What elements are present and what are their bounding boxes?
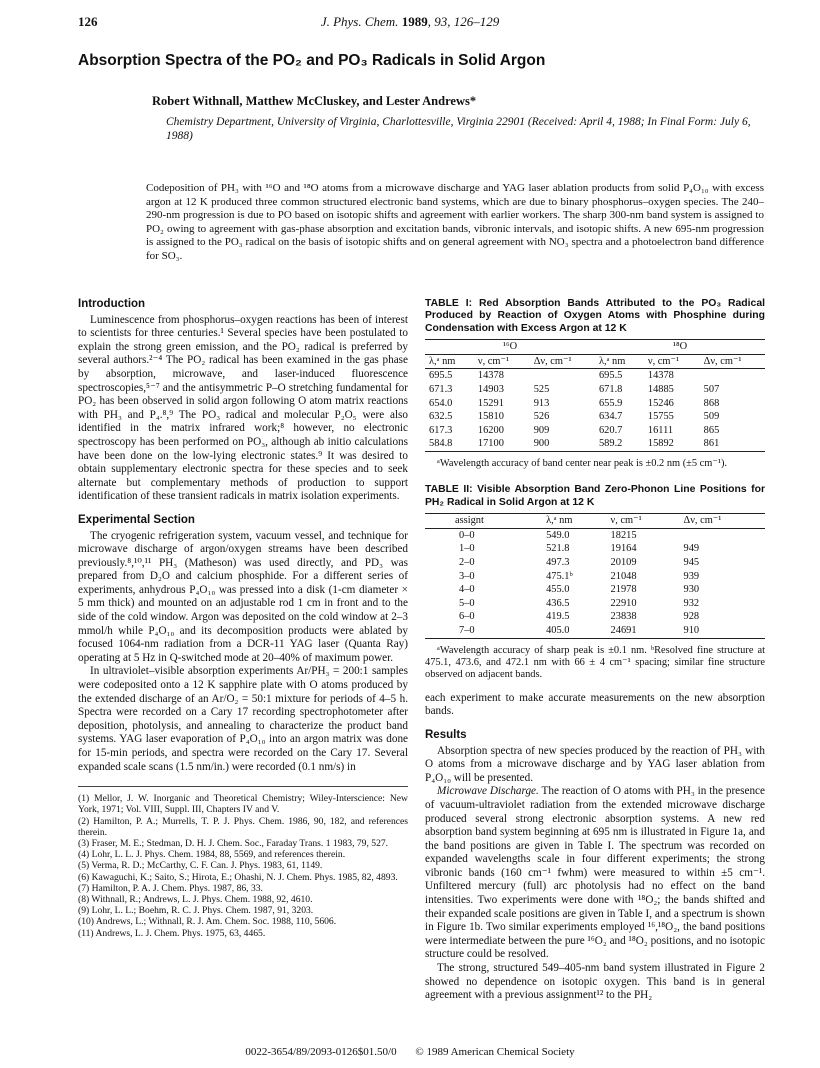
table1-note: ᵃWavelength accuracy of band center near peak is ±0.2 nm (±5 cm⁻¹). <box>437 457 728 469</box>
table2-cell: 21978 <box>610 584 637 596</box>
table2-cell: 1–0 <box>459 543 475 555</box>
table1-row <box>425 424 765 438</box>
table1-header: Δν, cm⁻¹ <box>703 355 742 367</box>
table2-header: λ,ᵃ nm <box>546 515 573 527</box>
reference-item: (7) Hamilton, P. A. J. Chem. Phys. 1987, 86, 33. <box>78 882 263 894</box>
table2-cell <box>680 528 765 542</box>
table1-row <box>425 397 765 411</box>
reference-item: (11) Andrews, L. J. Chem. Phys. 1975, 63, 4465. <box>78 927 266 939</box>
table1-cell: 584.8 <box>429 438 453 450</box>
right-continuation: each experiment to make accurate measurements on the new absorption bands. <box>425 691 765 718</box>
table2-row <box>425 528 765 542</box>
table1-cell: 617.3 <box>429 424 453 436</box>
table2-cell: 5–0 <box>459 597 475 609</box>
table2-cell: 18215 <box>610 529 637 541</box>
footer-code: 0022-3654/89/2093-0126$01.50/0 <box>245 1046 397 1058</box>
table2-note: ᵃWavelength accuracy of sharp peak is ±0.1 nm. ᵇResolved fine structure at 475.1, 473.6, and 472.1 nm with 66 ± 4 cm⁻¹ spacing; similar fine structure observed on adjacent bands. <box>425 644 765 681</box>
table2-cell: 21048 <box>610 570 637 582</box>
table2-cell: 6–0 <box>459 611 475 623</box>
table1-cell: 15755 <box>647 411 674 423</box>
references <box>78 786 408 939</box>
table2-cell: 419.5 <box>546 611 570 623</box>
reference-item: (1) Mellor, J. W. Inorganic and Theoretical Chemistry; Wiley-Interscience: New York, 1971; Vol. VIII, Suppl. III, Chapters IV and V. <box>78 793 408 816</box>
intro-heading: Introduction <box>78 298 146 310</box>
microwave-label: Microwave Discharge. <box>437 785 539 798</box>
table1-cell: 620.7 <box>598 424 623 436</box>
table1-header: ν, cm⁻¹ <box>647 355 680 367</box>
table1-row <box>425 383 765 397</box>
table2-cell: 23838 <box>610 611 637 623</box>
article-title: Absorption Spectra of the PO₂ and PO₃ Radicals in Solid Argon <box>78 52 546 69</box>
table1-cell: 15246 <box>647 397 674 409</box>
table2-row <box>425 597 765 611</box>
table1-cell: 632.5 <box>429 411 453 423</box>
table1-cell: 865 <box>703 424 720 436</box>
journal-name: J. Phys. Chem. <box>320 14 399 29</box>
table1-cell: 15810 <box>477 411 504 423</box>
table2-cell: 19164 <box>610 543 637 555</box>
journal-year: 1989 <box>401 14 428 29</box>
table2-cell: 549.0 <box>546 529 570 541</box>
table1-header: Δν, cm⁻¹ <box>533 355 572 367</box>
left-column <box>78 298 408 939</box>
table1-cell: 509 <box>703 411 720 423</box>
microwave-text: The reaction of O atoms with PH₃ in the presence of vacuum-ultraviolet radiation from the extended microwave discharge produced several strong electronic absorption systems. A new red absorption band system beginning at 695 nm is illustrated in Figure 1a, and the band positions are given in Table I. The spectrum was recorded on expanded wavelengths scale in four different experiments; the strong vibronic bands (160 cm⁻¹ fwhm) were measured to within ±5 cm⁻¹. Unfiltered mercury (full) arc photolysis had no effect on the band intensities. Two experiments were done with ¹⁸O₂; the bands shifted and their expanded scale positions are given in Table I, and a spectrum is shown in Figure 1b. Two similar experiments employed ¹⁶,¹⁸O₂, the band positions were intermediate between the pure ¹⁶O₂ and ¹⁸O₂ positions, and no isotopic structure could be resolved. <box>425 785 765 961</box>
table2-cell: 932 <box>683 597 700 609</box>
results-paragraph-1: Absorption spectra of new species produced by the reaction of PH₃ with O atoms from a microwave discharge and by YAG laser ablation from P₄O₁₀ will be presented. <box>425 744 765 784</box>
table1-cell: 671.8 <box>598 384 623 395</box>
journal-header <box>0 14 820 30</box>
table2-cell: 405.0 <box>546 624 570 636</box>
table1-cell: 589.2 <box>598 438 623 450</box>
results-paragraph-last: The strong, structured 549–405-nm band system illustrated in Figure 2 showed no dependence on isotopic oxygen. This band is in general agreement with a previous assignment¹² to the PH₂ <box>425 962 765 1002</box>
experimental-heading: Experimental Section <box>78 513 195 526</box>
table1-header: ν, cm⁻¹ <box>477 355 510 367</box>
table1-cell: 14885 <box>647 384 674 395</box>
table2-row <box>425 570 765 584</box>
table1-cell: 900 <box>533 438 550 450</box>
reference-item: (5) Verma, R. D.; McCarthy, C. F. Can. J. Phys. 1983, 61, 1149. <box>78 860 323 872</box>
results-heading: Results <box>425 728 467 741</box>
table2-cell: 436.5 <box>546 597 570 609</box>
table1-header: λ,ᵃ nm <box>429 355 456 367</box>
table1-cell: 634.7 <box>598 411 623 423</box>
table1-cell: 16200 <box>477 424 504 436</box>
table1-cell: 16111 <box>647 424 674 436</box>
table1-caption: TABLE I: Red Absorption Bands Attributed to the PO₃ Radical Produced by Reaction of Oxygen Atoms with Phosphine during Condensation with Excess Argon at 12 K <box>425 298 765 334</box>
reference-item: (4) Lohr, L. L. J. Phys. Chem. 1984, 88, 5569, and references therein. <box>78 849 346 861</box>
table1-cell: 525 <box>533 384 550 395</box>
table1-row <box>425 369 765 383</box>
table1-cell: 14378 <box>477 370 504 382</box>
table2-cell: 0–0 <box>459 529 475 541</box>
table1-cell: 654.0 <box>429 397 453 409</box>
table2-cell: 949 <box>683 543 700 555</box>
table1-cell: 913 <box>533 397 550 409</box>
table1-cell: 868 <box>703 397 720 409</box>
table2-caption: TABLE II: Visible Absorption Band Zero-Phonon Line Positions for PH₂ Radical in Solid Argon at 12 K <box>425 484 765 508</box>
table2-cell: 20109 <box>610 556 637 568</box>
table2-row <box>425 556 765 570</box>
table1-cell: 695.5 <box>429 370 453 382</box>
reference-item: (2) Hamilton, P. A.; Murrells, T. P. J. Phys. Chem. 1986, 90, 182, and references therein. <box>78 815 408 838</box>
table2-row <box>425 542 765 556</box>
abstract: Codeposition of PH₃ with ¹⁶O and ¹⁸O atoms from a microwave discharge and YAG laser ablation products from solid P₄O₁₀ with excess argon at 12 K produced three common structured electronic band systems, which are due to binary phosphorus–oxygen species. The 240–290-nm progression is due to PO based on isotopic shifts and agreement with earlier workers. The sharp 300-nm band system is assigned to PO₂ owing to agreement with gas-phase absorption and excitation bands, vibronic intervals, and isotopic shifts. A new 695-nm progression is assigned to the PO₃ radical on the basis of isotopic shifts and on general agreement with NO₃ spectra and a photoelectron band difference for SO₃. <box>146 182 764 262</box>
journal-volume-pages: , 93, 126–129 <box>427 14 500 29</box>
table2-row <box>425 610 765 624</box>
table2-cell: 22910 <box>610 597 637 609</box>
table2-cell: 4–0 <box>459 584 475 596</box>
table1 <box>425 339 765 452</box>
reference-item: (6) Kawaguchi, K.; Saito, S.; Hirota, E.; Ohashi, N. J. Chem. Phys. 1985, 82, 4893. <box>78 871 398 883</box>
table1-cell: 15291 <box>477 397 504 409</box>
table1-cell: 861 <box>703 438 720 450</box>
table2 <box>425 513 765 638</box>
table1-cell <box>530 369 595 383</box>
table1-row <box>425 437 765 451</box>
affiliation: Chemistry Department, University of Virginia, Charlottesville, Virginia 22901 (Received: April 4, 1988; In Final Form: July 6, 1988) <box>166 116 751 142</box>
table2-row <box>425 583 765 597</box>
reference-item: (9) Lohr, L. L.; Boehm, R. C. J. Phys. Chem. 1987, 91, 3203. <box>78 905 314 917</box>
experimental-paragraph-2: In ultraviolet–visible absorption experiments Ar/PH₃ = 200:1 samples were codeposited onto a 12 K sapphire plate with O atoms produced by the extended discharge of an Ar/O₂ = 50:1 mixture for periods of 4–5 h. Spectra were recorded on a Cary 17 recording spectrophotometer after deposition, photolysis, and annealing to characterize the product band systems. YAG laser evaporation of P₄O₁₀ into an argon matrix was done for 15-min periods, and spectra were recorded on the Cary 17. Several expanded scale scans (1.5 nm/in.) were recorded (0.1 nm/s) in <box>78 665 408 773</box>
table1-group-18o: ¹⁸O <box>672 341 688 353</box>
table2-header: Δν, cm⁻¹ <box>683 515 722 527</box>
authors: Robert Withnall, Matthew McCluskey, and Lester Andrews* <box>152 94 477 108</box>
table1-cell: 17100 <box>477 438 504 450</box>
table1-cell: 14378 <box>647 370 674 382</box>
table1-row <box>425 410 765 424</box>
table1-cell: 655.9 <box>598 397 623 409</box>
table2-header: assignt <box>455 515 484 527</box>
reference-item: (3) Fraser, M. E.; Stedman, D. H. J. Chem. Soc., Faraday Trans. 1 1983, 79, 527. <box>78 838 389 849</box>
table2-cell: 945 <box>683 556 700 568</box>
table2-cell: 3–0 <box>459 570 475 582</box>
right-column <box>425 298 765 1003</box>
footer-copyright: © 1989 American Chemical Society <box>415 1046 575 1058</box>
table1-cell: 526 <box>533 411 550 423</box>
table1-cell: 14903 <box>477 384 504 395</box>
table2-cell: 2–0 <box>459 556 475 568</box>
table2-cell: 521.8 <box>546 543 570 555</box>
reference-item: (8) Withnall, R.; Andrews, L. J. Phys. Chem. 1988, 92, 4610. <box>78 894 313 906</box>
table2-cell: 24691 <box>610 624 637 636</box>
experimental-paragraph-1: The cryogenic refrigeration system, vacuum vessel, and technique for microwave discharge of argon/oxygen streams have been described previously.⁸,¹⁰,¹¹ PH₃ (Matheson) was used directly, and PD₃ was prepared from D₂O and calcium phosphide. For a different series of experiments, anhydrous P₄O₁₀ was pressed into a disk (1-cm diameter × 5 mm thick) and mounted on an adjustable rod 1 cm in front and to the side of the cold window. Argon was deposited on the cold window at 2–3 mmol/h while P₄O₁₀ and its decomposition products were ablated by focused 1064-nm radiation from a DCR-11 YAG laser (Quanta Ray) operating at 5 Hz in Q-switched mode at 20–40% of maximum power. <box>78 529 408 664</box>
table1-cell: 507 <box>703 384 720 395</box>
table1-group-16o: ¹⁶O <box>502 341 518 353</box>
table1-cell <box>700 369 765 383</box>
table2-cell: 475.1ᵇ <box>546 570 573 582</box>
page-footer <box>0 1046 820 1058</box>
table2-cell: 910 <box>683 624 700 636</box>
table1-cell: 909 <box>533 424 550 436</box>
table2-cell: 939 <box>683 570 700 582</box>
table1-cell: 671.3 <box>429 384 453 395</box>
table2-row <box>425 624 765 638</box>
table1-cell: 15892 <box>647 438 674 450</box>
table2-header: ν, cm⁻¹ <box>610 515 642 527</box>
table1-cell: 695.5 <box>598 370 623 382</box>
table2-cell: 928 <box>683 611 700 623</box>
intro-paragraph: Luminescence from phosphorus–oxygen reactions has been of interest to scientists for three centuries.¹ Several species have been postulated to explain the strong green emission, and the PO₂ radical is preferred by several authors.²⁻⁴ The PO₂ radical has been examined in the gas phase by absorption, microwave, and laser-induced fluorescence spectroscopies,⁵⁻⁷ and the antisymmetric P–O stretching fundamental for PO₂ has been observed in solid argon following O atom matrix reactions with PH₃ and P₄.⁸,⁹ The PO₃ radical and molecular P₂O₅ were also identified in the matrix infrared work;⁸ however, no electronic spectroscopy has been performed on PO₃, although ab initio calculations have been done on the low-lying electronic states.⁹ It was desired to obtain supplementary electronic spectra for these species and to seek alternate but complementary methods of production to support identification of these transient radicals in matrix isolation experiments. <box>78 313 408 503</box>
table1-header: λ,ᵃ nm <box>598 355 626 367</box>
table2-cell: 930 <box>683 584 700 596</box>
table2-cell: 7–0 <box>459 624 475 636</box>
reference-item: (10) Andrews, L.; Withnall, R. J. Am. Chem. Soc. 1988, 110, 5606. <box>78 916 337 928</box>
table2-cell: 497.3 <box>546 556 570 568</box>
page-number: 126 <box>78 14 98 29</box>
microwave-paragraph <box>425 785 765 962</box>
table2-cell: 455.0 <box>546 584 570 596</box>
